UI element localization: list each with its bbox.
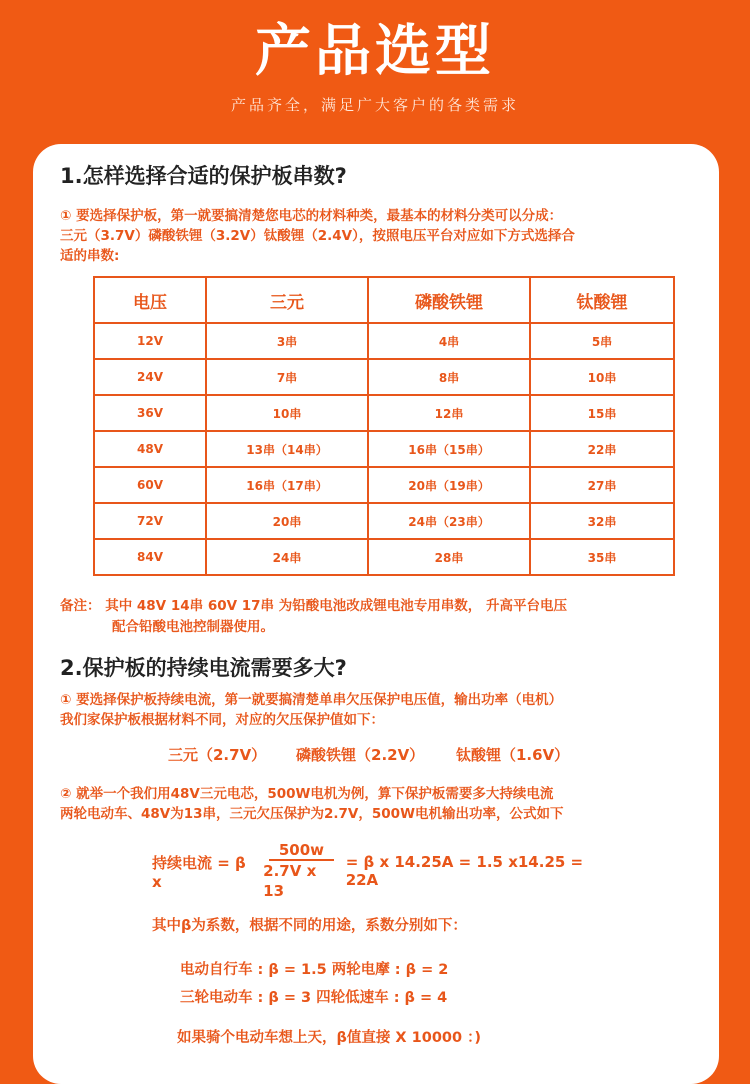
table-cell: 22串	[530, 431, 674, 467]
table-cell: 16串（17串）	[206, 467, 368, 503]
table-cell: 27串	[530, 467, 674, 503]
table-cell: 4串	[368, 323, 530, 359]
table-row	[94, 323, 674, 359]
current-formula	[152, 841, 612, 900]
table-cell: 7串	[206, 359, 368, 395]
table-cell: 28串	[368, 539, 530, 575]
table-cell: 3串	[206, 323, 368, 359]
section2-paragraph1	[60, 690, 690, 730]
beta-line1: 电动自行车 : β = 1.5 两轮电摩 : β = 2	[180, 962, 449, 978]
page-subtitle: 产品齐全，满足广大客户的各类需求	[230, 96, 519, 114]
section1-heading: 1.怎样选择合适的保护板串数?	[60, 164, 347, 188]
formula-rhs: = β x 14.25A = 1.5 x14.25 = 22A	[345, 853, 584, 889]
section1-intro-line2: 三元（3.7V）磷酸铁锂（3.2V）钛酸锂（2.4V），按照电压平台对应如下方式选择合	[60, 228, 575, 244]
formula-fraction	[261, 841, 342, 901]
formula-denominator: 2.7V x 13	[263, 862, 317, 900]
table-row	[94, 431, 674, 467]
table-header-cell: 三元	[206, 277, 368, 323]
table-cell: 35串	[530, 539, 674, 575]
table-header-row	[94, 277, 674, 323]
table-header-cell: 电压	[94, 277, 206, 323]
section1-intro	[60, 206, 690, 266]
table-cell: 16串（15串）	[368, 431, 530, 467]
beta-line2: 三轮电动车 : β = 3 四轮低速车 : β = 4	[180, 990, 448, 1006]
table-cell: 60V	[94, 467, 206, 503]
table-header-cell: 钛酸锂	[530, 277, 674, 323]
section2-paragraph2	[60, 784, 690, 824]
table-cell: 15串	[530, 395, 674, 431]
table-row	[94, 359, 674, 395]
section2-p1-line1: ① 要选择保护板持续电流，第一就要搞清楚单串欠压保护电压值，输出功率（电机）	[60, 692, 563, 708]
remark-line2: 配合铅酸电池控制器使用。	[112, 619, 274, 635]
table-cell: 5串	[530, 323, 674, 359]
page-title: 产品选型	[255, 19, 495, 84]
table-cell: 24串（23串）	[368, 503, 530, 539]
table-header-cell: 磷酸铁锂	[368, 277, 530, 323]
closing-joke: 如果骑个电动车想上天，β值直接 X 10000 ：)	[177, 1030, 482, 1046]
table-row	[94, 467, 674, 503]
section2-p1-line2: 我们家保护板根据材料不同，对应的欠压保护值如下：	[60, 712, 384, 728]
voltage-ternary: 三元（2.7V）	[168, 746, 267, 764]
table-cell: 10串	[530, 359, 674, 395]
section1-intro-line1: ① 要选择保护板，第一就要搞清楚您电芯的材料种类，最基本的材料分类可以分成：	[60, 208, 563, 224]
table-cell: 48V	[94, 431, 206, 467]
formula-numerator: 500w	[269, 841, 334, 861]
table-row	[94, 539, 674, 575]
table-cell: 24V	[94, 359, 206, 395]
voltage-lto: 钛酸锂（1.6V）	[456, 746, 570, 764]
table-cell: 10串	[206, 395, 368, 431]
beta-intro: 其中β为系数，根据不同的用途，系数分别如下：	[152, 918, 467, 934]
table-cell: 24串	[206, 539, 368, 575]
remark-note	[60, 596, 690, 638]
section2-p2-line1: ② 就举一个我们用48V三元电芯，500W电机为例，算下保护板需要多大持续电流	[60, 786, 554, 802]
voltage-lfp: 磷酸铁锂（2.2V）	[296, 746, 425, 764]
table-cell: 20串（19串）	[368, 467, 530, 503]
remark-line1: 备注： 其中 48V 14串 60V 17串 为铅酸电池改成锂电池专用串数， 升高平台电压	[60, 598, 567, 614]
table-cell: 36V	[94, 395, 206, 431]
formula-lhs: 持续电流 = β x	[152, 853, 246, 891]
section2-p2-line2: 两轮电动车、48V为13串，三元欠压保护为2.7V，500W电机输出功率，公式如下	[60, 806, 564, 822]
table-cell: 84V	[94, 539, 206, 575]
table-cell: 13串（14串）	[206, 431, 368, 467]
section1-intro-line3: 适的串数:	[60, 248, 120, 264]
table-cell: 72V	[94, 503, 206, 539]
table-row	[94, 503, 674, 539]
cell-count-table	[93, 276, 675, 576]
section2-heading: 2.保护板的持续电流需要多大?	[60, 656, 347, 680]
table-cell: 12V	[94, 323, 206, 359]
table-cell: 32串	[530, 503, 674, 539]
table-cell: 12串	[368, 395, 530, 431]
table-row	[94, 395, 674, 431]
table-cell: 8串	[368, 359, 530, 395]
table-cell: 20串	[206, 503, 368, 539]
